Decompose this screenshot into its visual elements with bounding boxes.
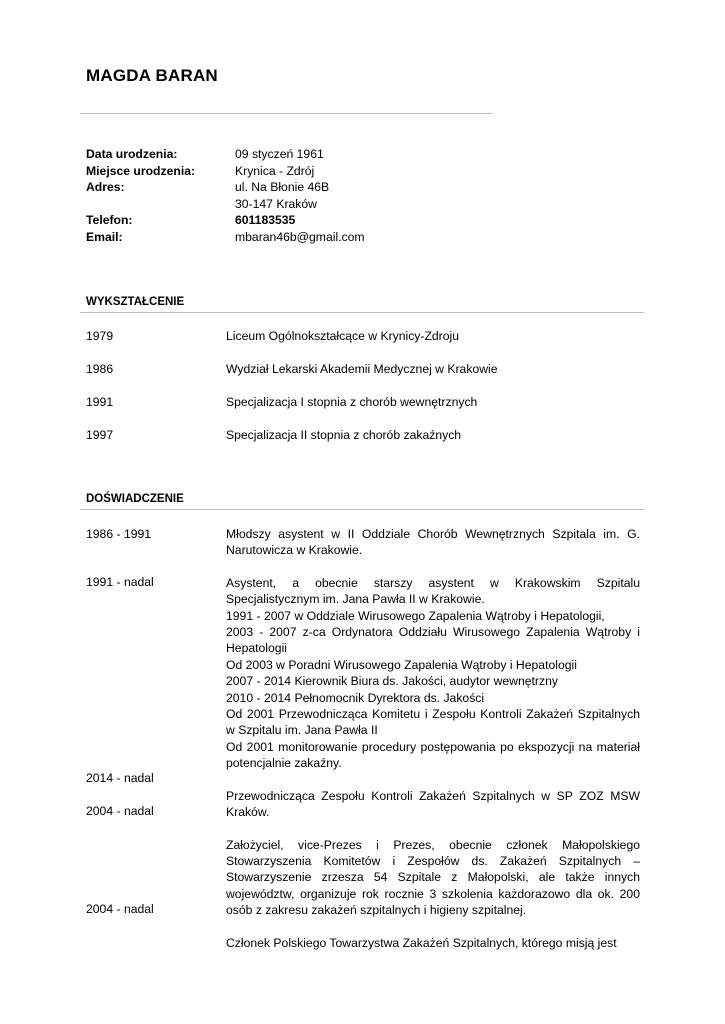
phone-row [86,212,365,229]
experience-heading: DOŚWIADCZENIE [86,493,184,505]
education-item [86,395,477,409]
phone-value: 601183535 [235,213,296,227]
address-row-2 [86,196,365,213]
education-year: 1991 [86,395,114,409]
page-title: MAGDA BARAN [86,66,218,85]
education-year: 1997 [86,428,114,442]
education-text: Specjalizacja I stopnia z chorób wewnętrznych [226,395,478,409]
education-item [86,428,461,442]
experience-paragraph: 1991 - 2007 w Oddziale Wirusowego Zapalenia Wątroby i Hepatologii, [226,608,605,623]
birth-date-label: Data urodzenia: [86,147,178,161]
phone-label: Telefon: [86,213,133,227]
education-divider [80,312,644,313]
education-heading: WYKSZTAŁCENIE [86,296,185,308]
education-text: Liceum Ogólnokształcące w Krynicy-Zdroju [226,329,460,343]
experience-year: 1986 - 1991 [86,527,152,541]
education-year: 1979 [86,329,114,343]
email-label: Email: [86,229,123,244]
address-row [86,179,365,196]
address-line2: 30-147 Kraków [235,196,317,211]
birth-place-value: Krynica - Zdrój [235,163,315,178]
experience-paragraph: Założyciel, vice-Prezes i Prezes, obecnie członek Małopolskiego Stowarzyszenia Komitetów i Zespołów ds. Zakażeń Szpitalnych – Stowarzyszenie zrzesza 54 Szpitale z Małopolski, ale także innych województw, organizuje rok rocznie 3 szkolenia każdorazowo dla ok. 200 osób z zakresu zakażeń szpitalnych i higieny szpitalnej. [226,837,640,918]
birth-place-row [86,163,365,180]
experience-year: 1991 - nadal [86,575,154,589]
email-value: mbaran46b@gmail.com [235,229,365,244]
education-year: 1986 [86,362,114,376]
experience-paragraph: Przewodnicząca Zespołu Kontroli Zakażeń Szpitalnych w SP ZOZ MSW Kraków. [226,788,640,820]
education-item [86,362,498,376]
birth-place-label: Miejsce urodzenia: [86,163,196,178]
personal-info [86,146,365,245]
experience-paragraph: 2003 - 2007 z-ca Ordynatora Oddziału Wirusowego Zapalenia Wątroby i Hepatologii [226,625,640,656]
address-line1: ul. Na Błonie 46B [235,180,330,194]
education-text: Wydział Lekarski Akademii Medycznej w Krakowie [226,362,498,376]
experience-year: 2004 - nadal [86,804,154,818]
title-divider [80,113,492,114]
experience-paragraph: Od 2001 monitorowanie procedury postępowania po ekspozycji na materiał potencjalnie zakaźny. [226,739,640,771]
experience-descriptions [226,526,640,951]
email-row [86,229,365,246]
address-label: Adres: [86,180,125,194]
experience-paragraph: Od 2001 Przewodnicząca Komitetu i Zespołu Kontroli Zakażeń Szpitalnych w Szpitalu im. Jana Pawła II [226,707,640,738]
experience-year: 2004 - nadal [86,902,154,916]
education-text: Specjalizacja II stopnia z chorób zakaźnych [226,428,462,442]
birth-date-row [86,146,365,163]
experience-paragraph: Członek Polskiego Towarzystwa Zakażeń Szpitalnych, którego misją jest [226,935,617,950]
experience-paragraph: Asystent, a obecnie starszy asystent w Krakowskim Szpitalu Specjalistycznym im. Jana Pawła II w Krakowie. [226,575,640,607]
experience-paragraph: 2010 - 2014 Pełnomocnik Dyrektora ds. Jakości [226,690,485,705]
experience-divider [80,509,644,510]
birth-date-value: 09 styczeń 1961 [235,147,324,161]
experience-paragraph: Młodszy asystent w II Oddziale Chorób Wewnętrznych Szpitala im. G. Narutowicza w Krakowie. [226,527,640,558]
experience-paragraph: Od 2003 w Poradni Wirusowego Zapalenia Wątroby i Hepatologii [226,657,577,672]
education-item [86,329,459,343]
experience-paragraph: 2007 - 2014 Kierownik Biura ds. Jakości, audytor wewnętrzny [226,674,558,689]
experience-year: 2014 - nadal [86,771,154,785]
